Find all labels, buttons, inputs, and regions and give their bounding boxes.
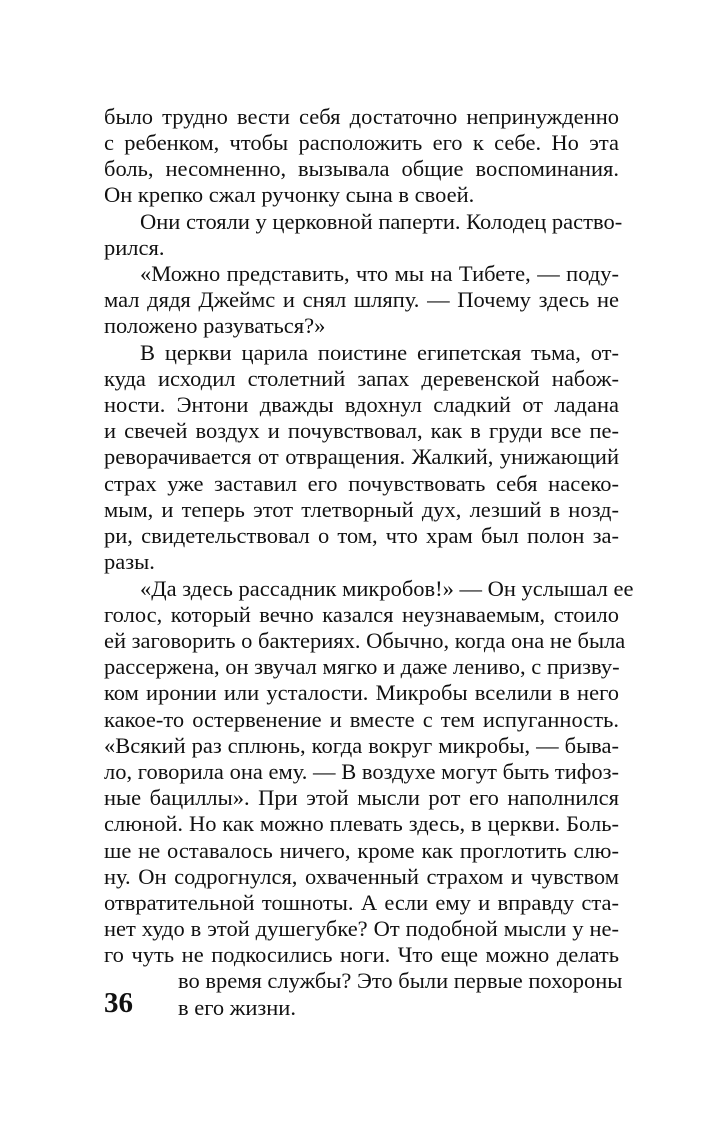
text-line: страх уже заставил его почувствовать себя насеко- (104, 471, 619, 496)
text-line: реворачивается от отвращения. Жалкий, унижающий (104, 444, 619, 469)
text-line: «Можно представить, что мы на Тибете, — поду- (140, 261, 619, 286)
text-line: ло, говорила она ему. — В воздухе могут быть тифоз- (104, 759, 619, 784)
text-line: боль, несомненно, вызывала общие воспоминания. (104, 156, 619, 181)
text-line: ей заговорить о бактериях. Обычно, когда она не была (104, 628, 626, 653)
text-line: какое-то остервенение и вместе с тем испуганность. (104, 707, 619, 732)
text-line: куда исходил столетний запах деревенской набож- (104, 366, 619, 391)
text-line: В церкви царила поистине египетская тьма, от- (140, 340, 619, 365)
text-line: Он крепко сжал ручонку сына в своей. (104, 182, 475, 207)
text-line: положено разуваться?» (104, 313, 326, 338)
text-line: в его жизни. (178, 995, 296, 1020)
text-line: «Всякий раз сплюнь, когда вокруг микробы, — быва- (104, 733, 619, 758)
text-line: рился. (104, 235, 165, 260)
text-line: голос, который вечно казался неузнаваемым, стоило (104, 602, 619, 627)
text-line: и свечей воздух и почувствовал, как в груди все пе- (104, 418, 619, 443)
text-line: ности. Энтони дважды вдохнул сладкий от ладана (104, 392, 619, 417)
text-line: было трудно вести себя достаточно непринужденно (104, 104, 619, 129)
text-line: нет худо в этой душегубке? От подобной мысли у не- (104, 916, 619, 941)
text-line: с ребенком, чтобы расположить его к себе. Но эта (104, 130, 619, 155)
text-line: «Да здесь рассадник микробов!» — Он услышал ее (140, 576, 634, 601)
text-line: ри, свидетельствовал о том, что храм был полон за- (104, 523, 619, 548)
text-line: ные бациллы». При этой мысли рот его наполнился (104, 785, 619, 810)
text-line: ком иронии или усталости. Микробы вселили в него (104, 680, 619, 705)
text-line: Они стояли у церковной паперти. Колодец раство- (140, 209, 623, 234)
text-line: во время службы? Это были первые похороны (178, 968, 623, 993)
text-line: слюной. Но как можно плевать здесь, в церкви. Боль- (104, 811, 619, 836)
text-line: рассержена, он звучал мягко и даже лениво, с призву- (104, 654, 620, 679)
text-line: ше не оставалось ничего, кроме как проглотить слю- (104, 838, 619, 863)
text-line: мым, и теперь этот тлетворный дух, лезший в нозд- (104, 497, 619, 522)
text-line: ну. Он содрогнулся, охваченный страхом и чувством (104, 864, 619, 889)
text-line: разы. (104, 549, 155, 574)
page-number: 36 (104, 987, 133, 1019)
text-line: отвратительной тошноты. А если ему и вправду ста- (104, 890, 619, 915)
text-line: го чуть не подкосились ноги. Что еще можно делать (104, 942, 619, 967)
text-line: мал дядя Джеймс и снял шляпу. — Почему здесь не (104, 287, 619, 312)
